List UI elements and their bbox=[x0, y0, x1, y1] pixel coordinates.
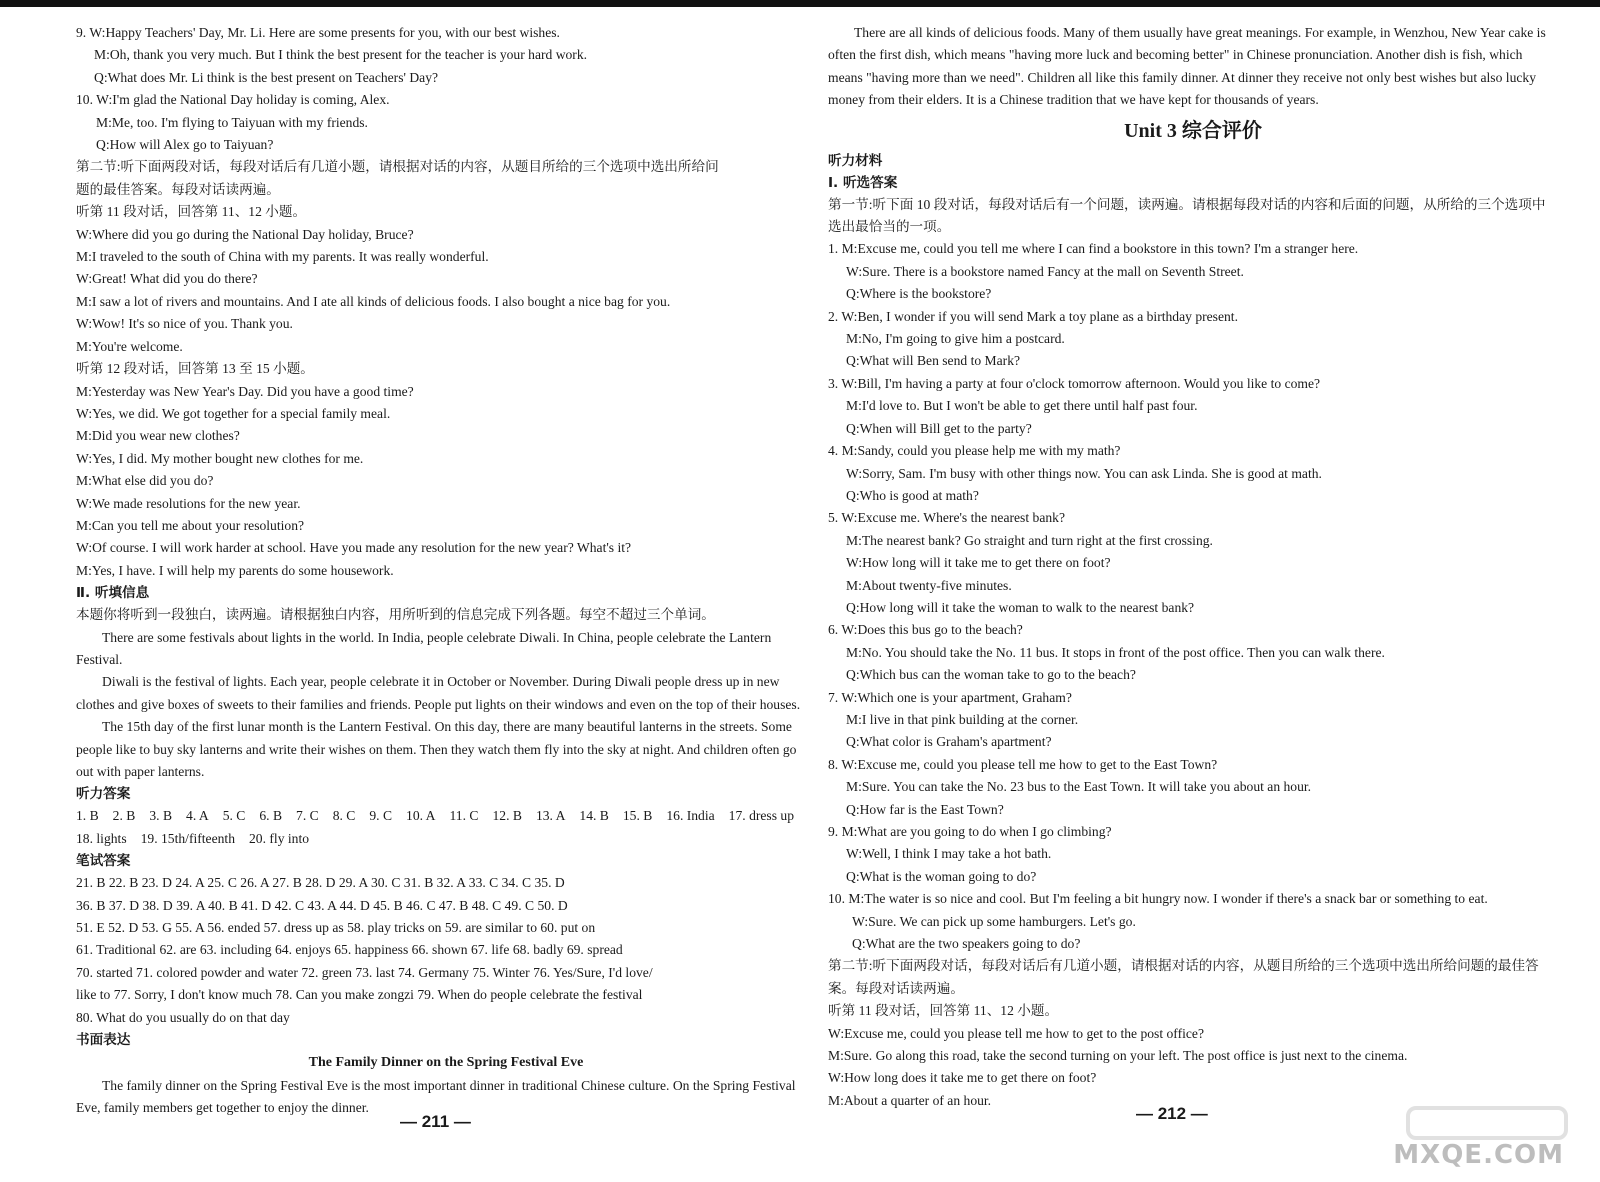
material-heading: 听力材料 bbox=[828, 152, 883, 169]
dialogue-line: M:About a quarter of an hour. bbox=[828, 1092, 992, 1108]
dialogue-line: M:The nearest bank? Go straight and turn right at the first crossing. bbox=[846, 532, 1213, 548]
dialogue-line: M:Yesterday was New Year's Day. Did you have a good time? bbox=[76, 383, 414, 399]
dialogue-line: 7. W:Which one is your apartment, Graham? bbox=[828, 689, 1072, 705]
left-dialogue-lines bbox=[76, 22, 816, 582]
written-answers-heading: 笔试答案 bbox=[76, 853, 131, 870]
answer-item: 13. A bbox=[535, 808, 566, 824]
listening-answers bbox=[76, 805, 816, 850]
dialogue-line: W:Great! What did you do there? bbox=[76, 271, 258, 287]
dialogue-line: Q:Which bus can the woman take to go to the beach? bbox=[846, 667, 1136, 683]
section1-intro: 第一节:听下面 10 段对话，每段对话后有一个问题，读两遍。请根据每段对话的内容和后面的问题，从所给的三个选项中选出最恰当的一项。 bbox=[828, 196, 1546, 235]
dialogue-line: M:Can you tell me about your resolution? bbox=[76, 517, 305, 533]
answer-item: 18. lights bbox=[76, 830, 127, 846]
answer-item: 10. A bbox=[406, 808, 436, 824]
left-page bbox=[76, 22, 816, 1120]
answer-item: 19. 15th/fifteenth bbox=[140, 830, 235, 846]
answer-item: 3. B bbox=[149, 808, 173, 824]
answer-item: 17. dress up bbox=[728, 808, 794, 824]
answer-item: 7. C bbox=[296, 808, 319, 824]
dialogue-line: Q:What will Ben send to Mark? bbox=[846, 353, 1021, 369]
dialogue-line: 9. W:Happy Teachers' Day, Mr. Li. Here are some presents for you, with our best wishes. bbox=[76, 25, 560, 40]
page-number-left: — 211 — bbox=[400, 1112, 471, 1131]
dialogue-line: W:How long will it take me to get there on foot? bbox=[846, 555, 1111, 571]
answer-item: 11. C bbox=[449, 808, 479, 824]
dialogue-line: W:We made resolutions for the new year. bbox=[76, 495, 301, 511]
answer-item: 6. B bbox=[259, 808, 283, 824]
dialogue-line: W:Sorry, Sam. I'm busy with other things now. You can ask Linda. She is good at math. bbox=[846, 465, 1322, 481]
dialogue-line: W:Wow! It's so nice of you. Thank you. bbox=[76, 316, 293, 332]
monologue-para-2: Diwali is the festival of lights. Each year, people celebrate it in October or November. During Diwali people dress up in new clothes and give boxes of sweets to their families and friends. People put lights on their windows and even on the top of their houses. bbox=[76, 674, 801, 712]
answer-item: 16. India bbox=[666, 808, 715, 824]
monologue-para-3: The 15th day of the first lunar month is the Lantern Festival. On this day, there are many beautiful lanterns in the streets. Some people like to buy sky lanterns and write their wishes on them. Then they watch them fly into the sky at night. And children often go out with paper lanterns. bbox=[76, 719, 797, 779]
dialogue-line: M:Sure. You can take the No. 23 bus to the East Town. It will take you about an hour. bbox=[846, 779, 1312, 795]
dialogue-line: W:Of course. I will work harder at school. Have you made any resolution for the new year? What's it? bbox=[76, 540, 632, 556]
monologue-para-1: There are some festivals about lights in the world. In India, people celebrate Diwali. In China, people celebrate the Lantern Festival. bbox=[76, 629, 772, 667]
written-answers bbox=[76, 872, 816, 1029]
answer-item: 12. B bbox=[492, 808, 522, 824]
dialogue-line: Q:What is the woman going to do? bbox=[846, 868, 1037, 884]
answer-item: 14. B bbox=[579, 808, 609, 824]
dialogue-line: M:What else did you do? bbox=[76, 473, 214, 489]
dialogue-line: Q:How far is the East Town? bbox=[846, 801, 1004, 817]
dialogue-line: M:I'd love to. But I won't be able to get there until half past four. bbox=[846, 398, 1198, 414]
writing-heading: 书面表达 bbox=[76, 1032, 131, 1049]
answer-line: 51. E 52. D 53. G 55. A 56. ended 57. dress up as 58. play tricks on 59. are similar to 60. put on bbox=[76, 920, 596, 936]
dialogue-line: Q:Who is good at math? bbox=[846, 487, 979, 503]
section1-heading: Ⅰ. 听选答案 bbox=[828, 174, 898, 191]
dialogue-line: W:Sure. There is a bookstore named Fancy at the mall on Seventh Street. bbox=[846, 263, 1244, 279]
dialogue-line: M:Oh, thank you very much. But I think the best present for the teacher is your hard work. bbox=[94, 47, 588, 63]
dialogue-line: 听第 12 段对话，回答第 13 至 15 小题。 bbox=[76, 361, 314, 377]
dialogue-line: 听第 11 段对话，回答第 11、12 小题。 bbox=[828, 1003, 1059, 1019]
answer-item: 4. A bbox=[186, 808, 209, 824]
top-black-bar bbox=[0, 0, 1600, 7]
listening-answers-heading: 听力答案 bbox=[76, 786, 131, 803]
dialogue-line: Q:How will Alex go to Taiyuan? bbox=[96, 137, 274, 153]
dialogue-line: 5. W:Excuse me. Where's the nearest bank? bbox=[828, 510, 1065, 526]
dialogue-line: Q:What are the two speakers going to do? bbox=[852, 936, 1081, 952]
watermark-text: MXQE.COM bbox=[1393, 1140, 1564, 1170]
dialogue-line: M:Sure. Go along this road, take the second turning on your left. The post office is just next to the cinema. bbox=[828, 1048, 1408, 1064]
dialogue-line: M:You're welcome. bbox=[76, 338, 183, 354]
dialogue-line: Q:What color is Graham's apartment? bbox=[846, 734, 1052, 750]
dialogue-line: 4. M:Sandy, could you please help me with my math? bbox=[828, 443, 1121, 459]
dialogue-line: 10. W:I'm glad the National Day holiday is coming, Alex. bbox=[76, 92, 390, 108]
dialogue-line: M:About twenty-five minutes. bbox=[846, 577, 1012, 593]
right-dialogue-lines-2 bbox=[828, 1000, 1558, 1112]
essay-title: The Family Dinner on the Spring Festival Eve bbox=[308, 1055, 584, 1071]
dialogue-line: 3. W:Bill, I'm having a party at four o'clock tomorrow afternoon. Would you like to come? bbox=[828, 375, 1321, 391]
section2-intro: 本题你将听到一段独白，读两遍。请根据独白内容，用所听到的信息完成下列各题。每空不超过三个单词。 bbox=[76, 607, 715, 623]
dialogue-line: M:Me, too. I'm flying to Taiyuan with my friends. bbox=[96, 114, 368, 130]
answer-item: 20. fly into bbox=[249, 830, 310, 846]
dialogue-line: M:Yes, I have. I will help my parents do some housework. bbox=[76, 562, 394, 578]
dialogue-line: 2. W:Ben, I wonder if you will send Mark a toy plane as a birthday present. bbox=[828, 308, 1238, 324]
answer-item: 1. B bbox=[76, 808, 99, 824]
dialogue-line: W:Well, I think I may take a hot bath. bbox=[846, 846, 1052, 862]
dialogue-line: Q:How long will it take the woman to walk to the nearest bank? bbox=[846, 599, 1195, 615]
dialogue-line: M:Did you wear new clothes? bbox=[76, 428, 240, 444]
page-number-right: — 212 — bbox=[1136, 1104, 1208, 1123]
answer-item: 9. C bbox=[369, 808, 393, 824]
dialogue-line: 9. M:What are you going to do when I go climbing? bbox=[828, 824, 1112, 839]
dialogue-line: 第二节:听下面两段对话，每段对话后有几道小题，请根据对话的内容，从题目所给的三个选项中选出所给问 bbox=[76, 159, 719, 175]
dialogue-line: M:I saw a lot of rivers and mountains. And I ate all kinds of delicious foods. I also bought a nice bag for you. bbox=[76, 293, 671, 309]
essay-continuation: There are all kinds of delicious foods. Many of them usually have great meanings. For example, in Wenzhou, New Year cake is often the first dish, which means "having more luck and becoming better" in Chinese pronunciation. Another dish is fish, which means "having more than we need". Children all like this family dinner. At dinner they receive not only best wishes but also lucky money from their elders. It is a Chinese tradition that we have kept for thousands of years. bbox=[828, 25, 1546, 108]
dialogue-line: Q:Where is the bookstore? bbox=[846, 286, 992, 302]
section2-intro-right: 第二节:听下面两段对话，每段对话后有几道小题，请根据对话的内容，从题目所给的三个选项中选出所给问题的最佳答案。每段对话读两遍。 bbox=[828, 958, 1539, 996]
dialogue-line: W:Excuse me, could you please tell me how to get to the post office? bbox=[828, 1025, 1204, 1041]
answer-line: 80. What do you usually do on that day bbox=[76, 1009, 290, 1025]
answer-line: 36. B 37. D 38. D 39. A 40. B 41. D 42. C 43. A 44. D 45. B 46. C 47. B 48. C 49. C 50. D bbox=[76, 897, 568, 913]
right-dialogue-lines bbox=[828, 238, 1558, 955]
section2-heading: Ⅱ. 听填信息 bbox=[76, 585, 150, 602]
dialogue-line: 1. M:Excuse me, could you tell me where I can find a bookstore in this town? I'm a stranger here. bbox=[828, 241, 1359, 257]
dialogue-line: W:How long does it take me to get there on foot? bbox=[828, 1070, 1097, 1086]
dialogue-line: 10. M:The water is so nice and cool. But I'm feeling a bit hungry now. I wonder if there's a snack bar or something to eat. bbox=[828, 891, 1488, 907]
answer-line: 61. Traditional 62. are 63. including 64. enjoys 65. happiness 66. shown 67. life 68. badly 69. spread bbox=[76, 942, 623, 958]
right-page bbox=[828, 22, 1558, 1112]
answer-line: like to 77. Sorry, I don't know much 78. Can you make zongzi 79. When do people celebrate the festival bbox=[76, 987, 643, 1003]
answer-line: 21. B 22. B 23. D 24. A 25. C 26. A 27. B 28. D 29. A 30. C 31. B 32. A 33. C 34. C 35. D bbox=[76, 875, 565, 891]
unit-title: Unit 3 综合评价 bbox=[1124, 119, 1262, 142]
dialogue-line: 题的最佳答案。每段对话读两遍。 bbox=[76, 181, 280, 197]
dialogue-line: M:I live in that pink building at the corner. bbox=[846, 711, 1079, 727]
dialogue-line: W:Yes, I did. My mother bought new clothes for me. bbox=[76, 450, 364, 466]
dialogue-line: M:I traveled to the south of China with my parents. It was really wonderful. bbox=[76, 249, 489, 265]
dialogue-line: 6. W:Does this bus go to the beach? bbox=[828, 622, 1023, 638]
dialogue-line: 8. W:Excuse me, could you please tell me how to get to the East Town? bbox=[828, 756, 1218, 772]
essay-paragraph: The family dinner on the Spring Festival Eve is the most important dinner in traditional Chinese culture. On the Spring Festival Eve, family members get together to enjoy the dinner. bbox=[76, 1078, 796, 1116]
answer-item: 5. C bbox=[222, 808, 246, 824]
dialogue-line: W:Sure. We can pick up some hamburgers. Let's go. bbox=[852, 913, 1136, 929]
answer-item: 2. B bbox=[112, 808, 136, 824]
dialogue-line: 听第 11 段对话，回答第 11、12 小题。 bbox=[76, 204, 307, 220]
dialogue-line: M:No, I'm going to give him a postcard. bbox=[846, 331, 1065, 347]
dialogue-line: W:Where did you go during the National Day holiday, Bruce? bbox=[76, 226, 414, 242]
answer-line: 70. started 71. colored powder and water 72. green 73. last 74. Germany 75. Winter 76. Yes/Sure, I'd love/ bbox=[76, 964, 653, 980]
answer-item: 8. C bbox=[332, 808, 356, 824]
answer-item: 15. B bbox=[622, 808, 653, 824]
dialogue-line: M:No. You should take the No. 11 bus. It stops in front of the post office. Then you can walk there. bbox=[846, 644, 1385, 660]
dialogue-line: Q:When will Bill get to the party? bbox=[846, 420, 1032, 436]
dialogue-line: Q:What does Mr. Li think is the best present on Teachers' Day? bbox=[94, 69, 439, 85]
dialogue-line: W:Yes, we did. We got together for a special family meal. bbox=[76, 405, 391, 421]
